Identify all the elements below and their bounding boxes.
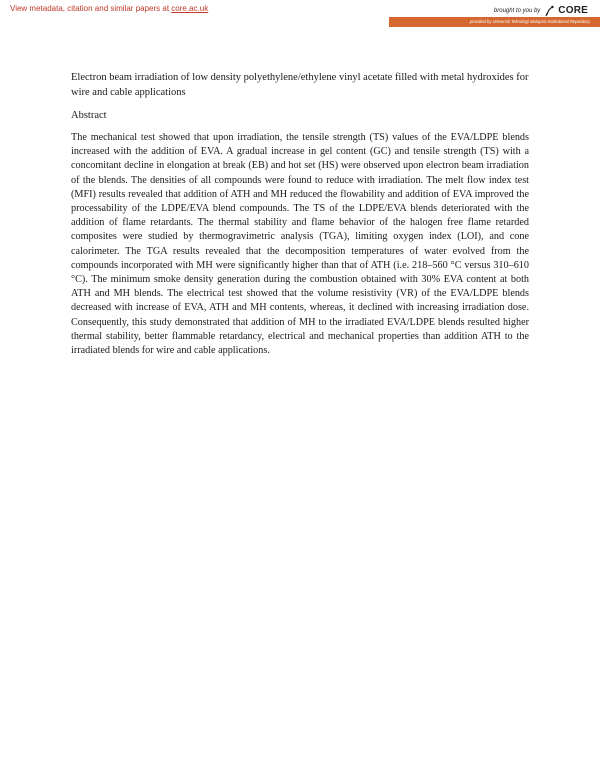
view-metadata-link[interactable] <box>10 4 208 13</box>
abstract-heading: Abstract <box>71 110 107 121</box>
core-domain-link[interactable]: core.ac.uk <box>171 4 209 13</box>
paper-title: Electron beam irradiation of low density polyethylene/ethylene vinyl acetate filled with metal hydroxides for wire and cable applications <box>71 72 529 98</box>
brought-to-you-by-text: brought to you by <box>493 8 541 14</box>
core-brand[interactable] <box>494 2 588 16</box>
abstract-text: The mechanical test showed that upon irradiation, the tensile strength (TS) values of the EVA/LDPE blends increased with the addition of EVA. A gradual increase in gel content (GC) and tensile strength (TS) with a concomitant decline in elongation at break (EB) and hot set (HS) were observed upon electron beam irradiation of the blends. The densities of all compounds were found to reduce with irradiation. The melt flow index test (MFI) results revealed that addition of ATH and MH reduced the flowability and addition of EVA improved the processability of the LDPE/EVA blend compounds. The TS of the LDPE/EVA blends deteriorated with the addition of flame retardants. The thermal stability and flame behavior of the halogen free flame retarded composites were studied by thermogravimetric analysis (TGA), limiting oxygen index (LOI), and cone calorimeter. The TGA results revealed that the decomposition temperatures of water evolved from the compounds incorporated with MH were significantly higher than that of ATH (i.e. 218–560 °C versus 310–610 °C). The minimum smoke density generation during the combustion obtained with 30% EVA content at both ATH and MH blends. The electrical test showed that the volume resistivity (VR) of the EVA/LDPE blends decreased with increase of EVA, ATH and MH contents, whereas, it declined with increasing irradiation dose. Consequently, this study demonstrated that addition of MH to the irradiated EVA/LDPE blends resulted higher thermal stability, better flammable retardancy, electrical and mechanical properties than addition ATH to the irradiated blends for wire and cable applications. <box>71 132 529 357</box>
paper-content <box>71 70 529 358</box>
core-banner <box>0 0 600 28</box>
view-metadata-link-text: View metadata, citation and similar papers at <box>10 4 172 13</box>
provided-by-text: provided by Universiti Teknologi Malaysia Institutional Repository <box>469 19 590 24</box>
provided-by-bar[interactable] <box>389 17 600 27</box>
core-logo-icon <box>543 4 555 16</box>
core-brand-name: CORE <box>558 5 588 16</box>
